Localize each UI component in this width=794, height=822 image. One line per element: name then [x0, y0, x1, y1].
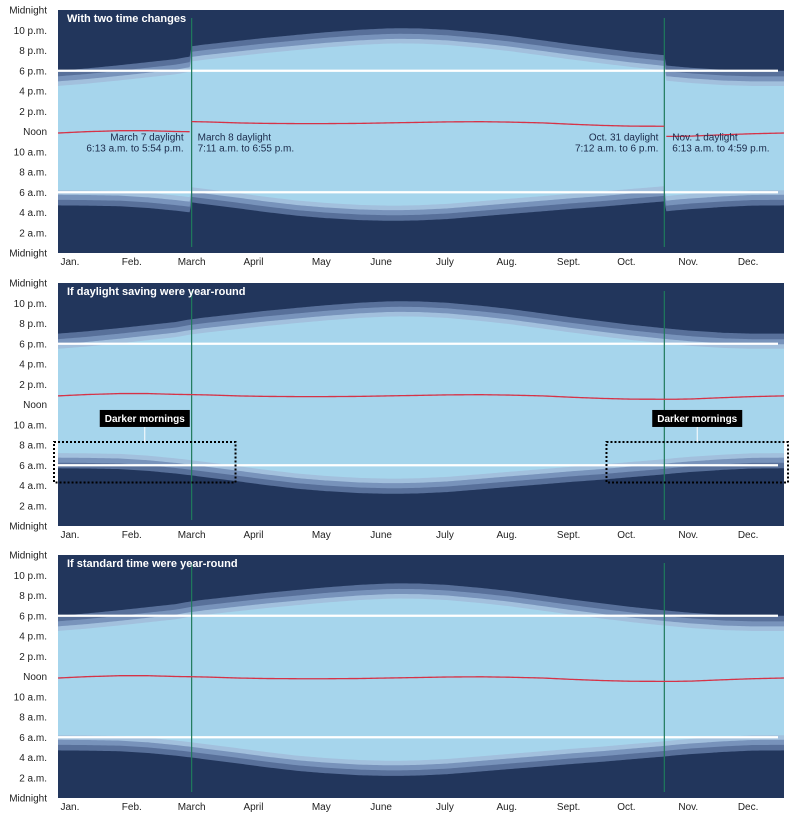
x-tick-label: Aug.	[496, 257, 518, 268]
x-tick-label: Feb.	[121, 802, 142, 813]
y-tick-label: Midnight	[9, 793, 47, 805]
annotation-line: Oct. 31 daylight	[588, 132, 659, 144]
panel-two-changes	[9, 6, 784, 269]
x-tick-label: Dec.	[737, 530, 759, 541]
x-tick-label: Sept.	[556, 802, 581, 813]
y-tick-label: 2 a.m.	[19, 773, 47, 785]
panel-title: With two time changes	[67, 13, 187, 25]
x-tick-label: Aug.	[496, 802, 518, 813]
callout-label: Darker mornings	[104, 413, 185, 425]
callout-label: Darker mornings	[657, 413, 738, 425]
annotation-line: March 8 daylight	[197, 132, 271, 144]
x-tick-label: Nov.	[678, 257, 699, 268]
x-tick-label: June	[370, 257, 392, 268]
y-tick-label: 10 p.m.	[13, 25, 47, 37]
x-tick-label: Oct.	[617, 802, 636, 813]
x-tick-label: June	[370, 802, 392, 813]
x-tick-label: March	[177, 530, 206, 541]
x-tick-label: Jan.	[60, 257, 80, 268]
y-tick-label: Midnight	[9, 521, 47, 533]
y-tick-label: 2 a.m.	[19, 228, 47, 240]
x-tick-label: March	[177, 802, 206, 813]
annotation-line: 7:12 a.m. to 6 p.m.	[574, 143, 659, 155]
x-tick-label: Nov.	[678, 802, 699, 813]
panel-year-round-dst	[9, 279, 788, 542]
x-tick-label: Dec.	[737, 802, 759, 813]
y-tick-label: 2 p.m.	[19, 651, 47, 663]
y-tick-label: 6 a.m.	[19, 460, 47, 472]
y-tick-label: Midnight	[9, 550, 47, 562]
x-tick-label: Feb.	[121, 530, 142, 541]
annotation-line: Nov. 1 daylight	[672, 132, 738, 144]
x-tick-label: Dec.	[737, 257, 759, 268]
y-tick-label: 10 a.m.	[13, 147, 47, 159]
x-tick-label: July	[436, 257, 454, 268]
y-tick-label: Noon	[23, 400, 47, 411]
y-tick-label: 4 a.m.	[19, 208, 47, 219]
panel-title: If daylight saving were year-round	[67, 286, 246, 298]
y-tick-label: 2 a.m.	[19, 501, 47, 513]
y-tick-label: 8 p.m.	[19, 46, 47, 57]
y-tick-label: Noon	[23, 672, 47, 683]
y-tick-label: 8 a.m.	[19, 440, 47, 452]
y-tick-label: 6 p.m.	[19, 611, 47, 623]
x-tick-label: March	[177, 257, 206, 268]
y-tick-label: 6 a.m.	[19, 732, 47, 744]
y-tick-label: Midnight	[9, 278, 47, 290]
annotation-line: March 7 daylight	[110, 132, 184, 144]
x-tick-label: Nov.	[678, 530, 699, 541]
x-tick-label: May	[311, 530, 331, 541]
y-tick-label: 2 p.m.	[19, 106, 47, 118]
y-tick-label: Noon	[23, 127, 47, 138]
x-tick-label: April	[243, 257, 264, 268]
y-tick-label: 10 p.m.	[13, 570, 47, 582]
x-tick-label: July	[436, 802, 454, 813]
y-tick-label: 6 p.m.	[19, 339, 47, 351]
y-tick-label: 4 p.m.	[19, 631, 47, 643]
y-tick-label: 4 p.m.	[19, 359, 47, 371]
x-tick-label: May	[311, 257, 331, 268]
y-tick-label: 10 a.m.	[13, 692, 47, 704]
y-tick-label: 8 a.m.	[19, 712, 47, 724]
x-tick-label: Jan.	[60, 530, 80, 541]
x-tick-label: Aug.	[496, 530, 518, 541]
y-tick-label: 10 p.m.	[13, 298, 47, 310]
y-tick-label: Midnight	[9, 248, 47, 260]
x-tick-label: Feb.	[121, 257, 142, 268]
y-tick-label: 4 a.m.	[19, 481, 47, 492]
panel-title: If standard time were year-round	[67, 558, 238, 570]
y-tick-label: 8 p.m.	[19, 319, 47, 330]
y-tick-label: 6 a.m.	[19, 187, 47, 199]
y-tick-label: 2 p.m.	[19, 379, 47, 391]
y-tick-label: 6 p.m.	[19, 66, 47, 78]
y-tick-label: 4 p.m.	[19, 86, 47, 98]
y-tick-label: 4 a.m.	[19, 753, 47, 764]
x-tick-label: Oct.	[617, 257, 636, 268]
annotation-line: 6:13 a.m. to 4:59 p.m.	[672, 143, 770, 155]
y-tick-label: 8 a.m.	[19, 167, 47, 179]
x-tick-label: Sept.	[556, 257, 581, 268]
x-tick-label: April	[243, 530, 264, 541]
x-tick-label: Sept.	[556, 530, 581, 541]
annotation-line: 6:13 a.m. to 5:54 p.m.	[86, 143, 184, 155]
x-tick-label: July	[436, 530, 454, 541]
y-tick-label: Midnight	[9, 5, 47, 17]
y-tick-label: 10 a.m.	[13, 420, 47, 432]
x-tick-label: Oct.	[617, 530, 636, 541]
x-tick-label: April	[243, 802, 264, 813]
x-tick-label: June	[370, 530, 392, 541]
x-tick-label: May	[311, 802, 331, 813]
annotation-line: 7:11 a.m. to 6:55 p.m.	[197, 143, 295, 155]
panel-year-round-standard	[9, 551, 784, 814]
y-tick-label: 8 p.m.	[19, 591, 47, 602]
x-tick-label: Jan.	[60, 802, 80, 813]
